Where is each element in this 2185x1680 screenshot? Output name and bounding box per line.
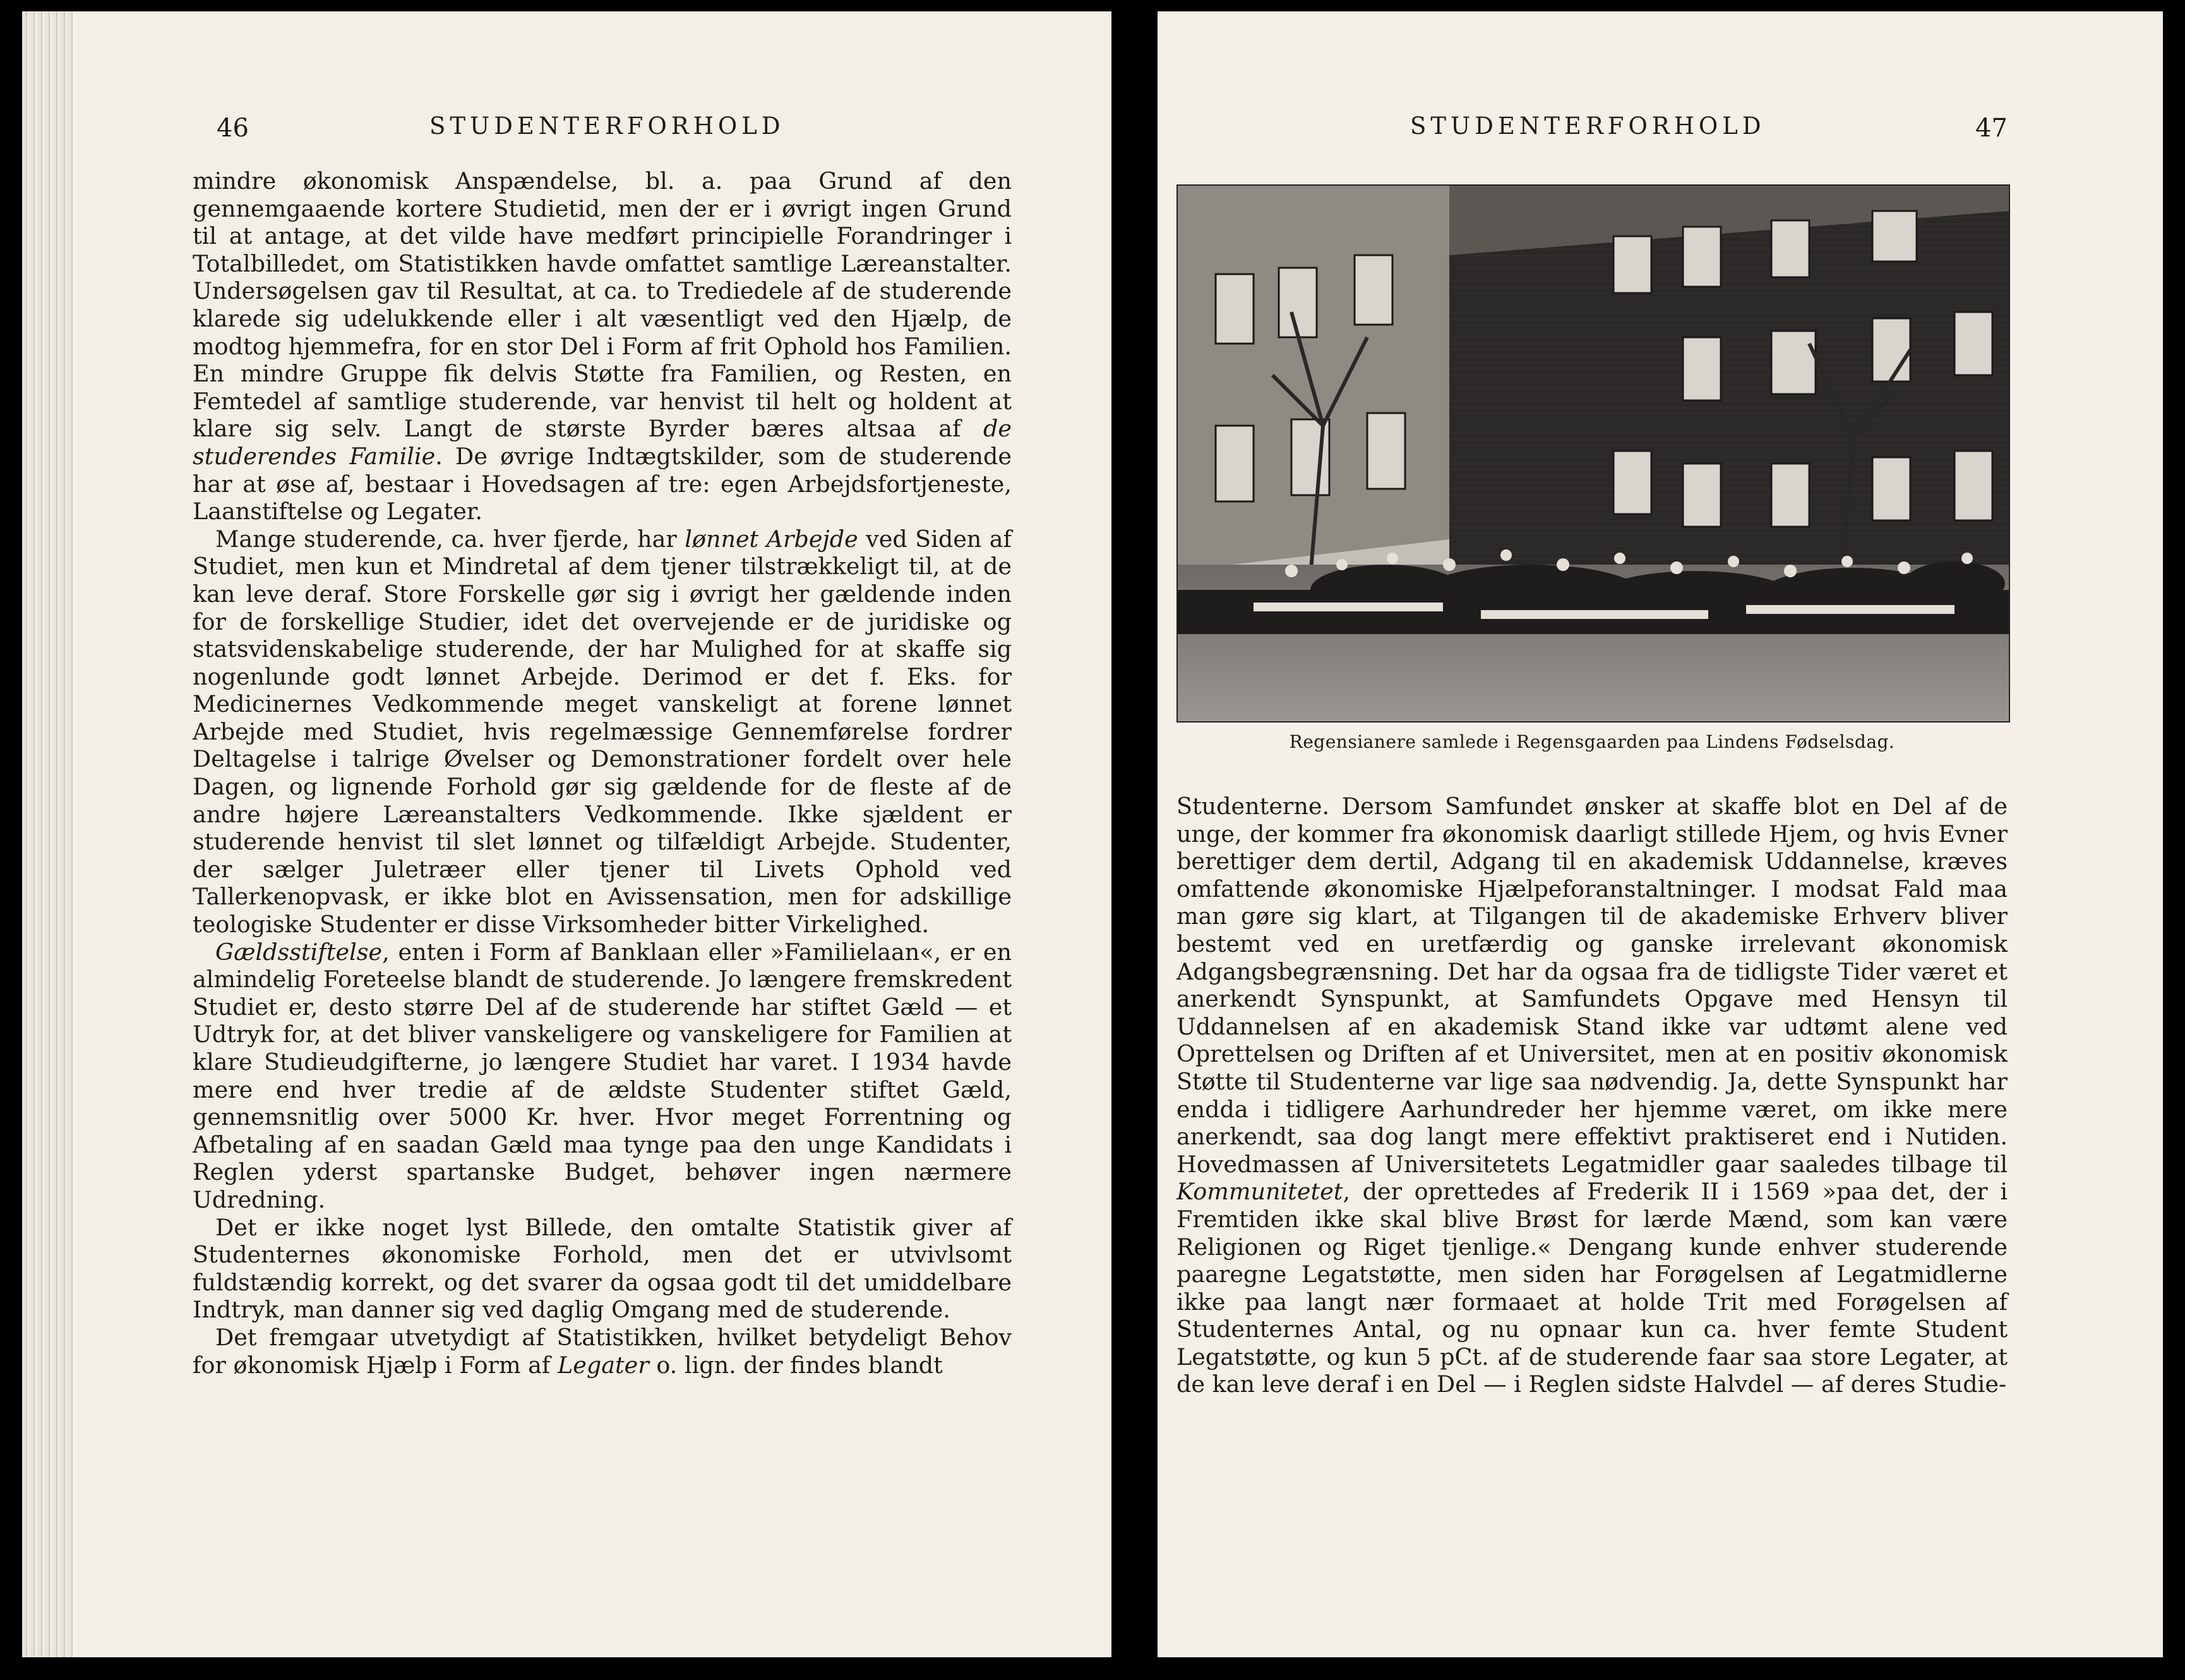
body-paragraph bbox=[193, 939, 1012, 1214]
running-head-left: STUDENTERFORHOLD bbox=[429, 112, 785, 140]
page-number-left: 46 bbox=[217, 114, 249, 143]
body-paragraph bbox=[1176, 793, 2008, 1398]
text-run: . De øvrige Indtægtskilder, som de studerende har at øse af, bestaar i Hovedsagen af tre: egen Arbejdsfortjeneste, Laanstiftelse og Legater. bbox=[193, 442, 1012, 525]
photo-caption: Regensianere samlede i Regensgaarden paa Lindens Fødselsdag. bbox=[1289, 731, 1895, 752]
body-paragraph bbox=[193, 1214, 1012, 1324]
body-paragraph bbox=[193, 167, 1012, 525]
courtyard-photograph bbox=[1176, 184, 2010, 723]
text-run: , enten i Form af Banklaan eller »Familielaan«, er en almindelig Foreteelse blandt de studerende. Jo længere fremskredent Studiet er, desto større Del af de studerende har stiftet Gæld — et Udtryk for, at det bliver vanskeligere og vanskeligere for Familien at klare Studieudgifterne, jo længere Studiet har varet. I 1934 havde mere end hver tredie af de ældste Studenter stiftet Gæld, gennemsnitlig over 5000 Kr. hver. Hvor meget Forrentning og Afbetaling af en saadan Gæld maa tynge paa den unge Kandidats i Reglen yderst spartanske Budget, behøver ingen nærmere Udredning. bbox=[193, 938, 1012, 1213]
text-run: o. lign. der findes blandt bbox=[649, 1351, 943, 1379]
italic-text-run: de studerendes Familie bbox=[193, 415, 1012, 470]
italic-text-run: lønnet Arbejde bbox=[685, 525, 858, 553]
italic-text-run: Kommunitetet bbox=[1176, 1178, 1343, 1206]
page-edges bbox=[22, 11, 73, 1657]
left-body-text bbox=[193, 167, 1012, 1379]
text-run: Det er ikke noget lyst Billede, den omtalte Statistik giver af Studenternes økonomiske Forhold, men det er utvivlsomt fuldstændig korrekt, og det svarer da ogsaa godt til det umiddelbare Indtryk, man danner sig ved daglig Omgang med de studerende. bbox=[193, 1213, 1012, 1324]
italic-text-run: Gældsstiftelse bbox=[215, 938, 383, 966]
text-run: mindre økonomisk Anspændelse, bl. a. paa Grund af den gennemgaaende kortere Studietid, men der er i øvrigt ingen Grund til at antage, at det vilde have medført principielle Forandringer i Totalbilledet, om Statistikken havde omfattet samtlige Læreanstalter. Undersøgelsen gav til Resultat, at ca. to Trediedele af de studerende klarede sig udelukkende eller i alt væsentligt ved den Hjælp, de modtog hjemmefra, for en stor Del i Form af frit Ophold hos Familien. En mindre Gruppe fik delvis Støtte fra Familien, og Resten, en Femtedel af samtlige studerende, var henvist til helt og holdent at klare sig selv. Langt de største Byrder bæres altsaa af bbox=[193, 167, 1012, 443]
body-paragraph bbox=[193, 525, 1012, 939]
text-run: Det fremgaar utvetydigt af Statistikken, hvilket betydeligt Behov for økonomisk Hjælp i Form af bbox=[193, 1323, 1012, 1379]
italic-text-run: Legater bbox=[558, 1351, 649, 1379]
running-head-right: STUDENTERFORHOLD bbox=[1410, 112, 1766, 140]
text-run: , der oprettedes af Frederik II i 1569 »paa det, der i Fremtiden ikke skal blive Brøst for lærde Mænd, som kan være Religionen og Riget tjenlige.« Dengang kunde enhver studerende paaregne Legatstøtte, men siden har Forøgelsen af Legatmidlerne ikke paa langt nær formaaet at holde Trit med Forøgelsen af Studenternes Antal, og nu opnaar kun ca. hver femte Student Legatstøtte, og kun 5 pCt. af de studerende faar saa store Legater, at de kan leve deraf i en Del — i Reglen sidste Halvdel — af deres Studie- bbox=[1176, 1178, 2008, 1398]
text-run: Mange studerende, ca. hver fjerde, har bbox=[215, 525, 685, 553]
body-paragraph bbox=[193, 1324, 1012, 1379]
page-number-right: 47 bbox=[1975, 114, 2008, 143]
text-run: Studenterne. Dersom Samfundet ønsker at skaffe blot en Del af de unge, der kommer fra økonomisk daarligt stillede Hjem, og hvis Evner berettiger dem dertil, Adgang til en akademisk Uddannelse, kræves omfattende økonomiske Hjælpeforanstaltninger. I modsat Fald maa man gøre sig klart, at Tilgangen til de akademiske Erhverv bliver bestemt ved en uretfærdig og ganske irrelevant økonomisk Adgangsbegrænsning. Det har da ogsaa fra de tidligste Tider været et anerkendt Synspunkt, at Samfundets Opgave med Hensyn til Uddannelsen af en akademisk Stand ikke var udtømt alene ved Oprettelsen og Driften af et Universitet, men at en positiv økonomisk Støtte til Studenterne var lige saa nødvendig. Ja, dette Synspunkt har endda i tidligere Aarhundreder her hjemme været, om ikke mere anerkendt, saa dog langt mere effektivt praktiseret end i Nutiden. Hovedmassen af Universitetets Legatmidler gaar saaledes tilbage til bbox=[1176, 793, 2008, 1178]
courtyard-photo-image bbox=[1178, 186, 2009, 721]
right-body-text bbox=[1176, 793, 2008, 1398]
text-run: ved Siden af Studiet, men kun et Mindretal af dem tjener tilstrækkeligt til, at de kan leve deraf. Store Forskelle gør sig i øvrigt her gældende inden for de forskellige Studier, idet det overvejende er de juridiske og statsvidenskabelige studerende, der har Mulighed for at skaffe sig nogenlunde godt lønnet Arbejde. Derimod er det f. Eks. for Medicinernes Vedkommende meget vanskeligt at forene lønnet Arbejde med Studiet, hvis regelmæssige Gennemførelse fordrer Deltagelse i talrige Øvelser og Demonstrationer fordelt over hele Dagen, og lignende Forhold gør sig gældende for de fleste af de andre højere Læreanstalters Vedkommende. Ikke sjældent er studerende henvist til slet lønnet og tilfældigt Arbejde. Studenter, der sælger Juletræer eller tjener til Livets Ophold ved Tallerkenopvask, er ikke blot en Avissensation, men for adskillige teologiske Studenter er disse Virksomheder bitter Virkelighed. bbox=[193, 525, 1012, 939]
